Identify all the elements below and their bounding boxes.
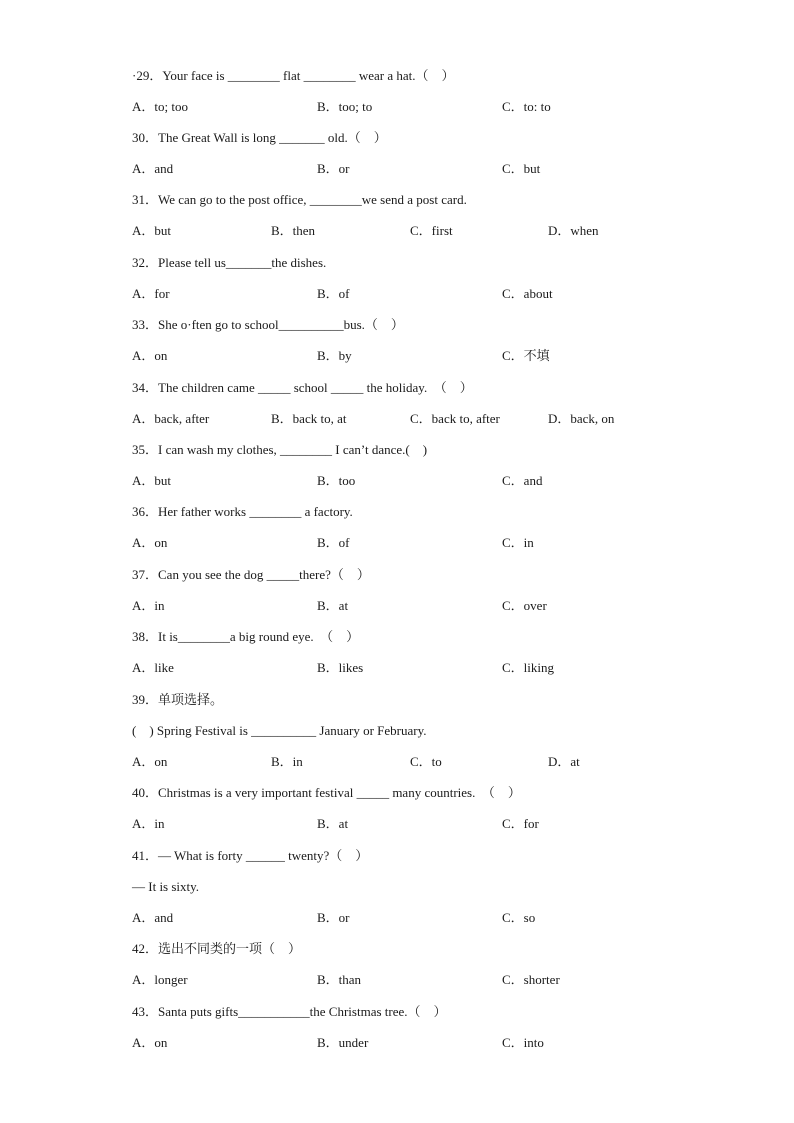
answer-option: C．liking <box>502 660 555 675</box>
answer-option: B．or <box>317 910 350 925</box>
answer-option: A．for <box>132 286 170 301</box>
answer-option: A．but <box>132 473 172 488</box>
answer-option: A．like <box>132 660 174 675</box>
answer-option: D．at <box>548 754 580 769</box>
answer-option: C．first <box>410 223 453 238</box>
answer-option: C．不填 <box>502 348 550 363</box>
question-stem: 34．The children came _____ school _____ the holiday. （ ） <box>132 380 473 395</box>
answer-option: B．of <box>317 535 350 550</box>
answer-option: B．than <box>317 972 362 987</box>
question-stem: ·29．Your face is ________ flat ________ wear a hat.（ ） <box>132 68 455 83</box>
question-stem: 43．Santa puts gifts___________the Christmas tree.（ ） <box>132 1004 447 1019</box>
answer-option: A．but <box>132 223 172 238</box>
answer-option: C．and <box>502 473 543 488</box>
answer-option: B．in <box>271 754 303 769</box>
answer-option: D．when <box>548 223 599 238</box>
answer-option: C．in <box>502 535 534 550</box>
answer-option: C．into <box>502 1035 544 1050</box>
question-stem: 33．She o·ften go to school__________bus.（ ） <box>132 317 404 332</box>
answer-option: C．to <box>410 754 442 769</box>
answer-option: A．in <box>132 816 165 831</box>
question-stem: 41．— What is forty ______ twenty?（ ） <box>132 848 369 863</box>
answer-option: A．and <box>132 910 174 925</box>
answer-option: C．so <box>502 910 536 925</box>
answer-option: B．then <box>271 223 316 238</box>
answer-option: B．likes <box>317 660 364 675</box>
answer-option: B．under <box>317 1035 369 1050</box>
answer-option: B．back to, at <box>271 411 347 426</box>
question-stem: 35．I can wash my clothes, ________ I can’t dance.( ) <box>132 442 428 457</box>
answer-option: B．at <box>317 816 349 831</box>
answer-option: C．to: to <box>502 99 551 114</box>
question-stem: 32．Please tell us_______the dishes. <box>132 255 327 270</box>
question-subline: — It is sixty. <box>132 879 200 894</box>
answer-option: C．about <box>502 286 553 301</box>
answer-option: C．back to, after <box>410 411 500 426</box>
answer-option: B．at <box>317 598 349 613</box>
question-stem: 38．It is________a big round eye. （ ） <box>132 629 360 644</box>
answer-option: B．by <box>317 348 352 363</box>
question-subline: ( ) Spring Festival is __________ January or February. <box>132 723 427 738</box>
answer-option: B．too <box>317 473 356 488</box>
answer-option: B．or <box>317 161 350 176</box>
answer-option: A．and <box>132 161 174 176</box>
answer-option: B．too; to <box>317 99 373 114</box>
answer-option: A．on <box>132 348 168 363</box>
answer-option: A．in <box>132 598 165 613</box>
answer-option: A．on <box>132 754 168 769</box>
answer-option: C．for <box>502 816 539 831</box>
answer-option: D．back, on <box>548 411 615 426</box>
question-stem: 31．We can go to the post office, ________we send a post card. <box>132 192 467 207</box>
question-stem: 39．单项选择。 <box>132 692 224 707</box>
answer-option: C．shorter <box>502 972 560 987</box>
answer-option: B．of <box>317 286 350 301</box>
answer-option: C．over <box>502 598 547 613</box>
answer-option: A．on <box>132 1035 168 1050</box>
question-stem: 37．Can you see the dog _____there?（ ） <box>132 567 370 582</box>
answer-option: A．back, after <box>132 411 210 426</box>
question-stem: 30．The Great Wall is long _______ old.（ ） <box>132 130 387 145</box>
question-stem: 40．Christmas is a very important festival _____ many countries. （ ） <box>132 785 521 800</box>
answer-option: A．to; too <box>132 99 188 114</box>
question-stem: 42．选出不同类的一项（ ） <box>132 941 302 956</box>
answer-option: C．but <box>502 161 541 176</box>
question-stem: 36．Her father works ________ a factory. <box>132 504 353 519</box>
answer-option: A．longer <box>132 972 188 987</box>
answer-option: A．on <box>132 535 168 550</box>
